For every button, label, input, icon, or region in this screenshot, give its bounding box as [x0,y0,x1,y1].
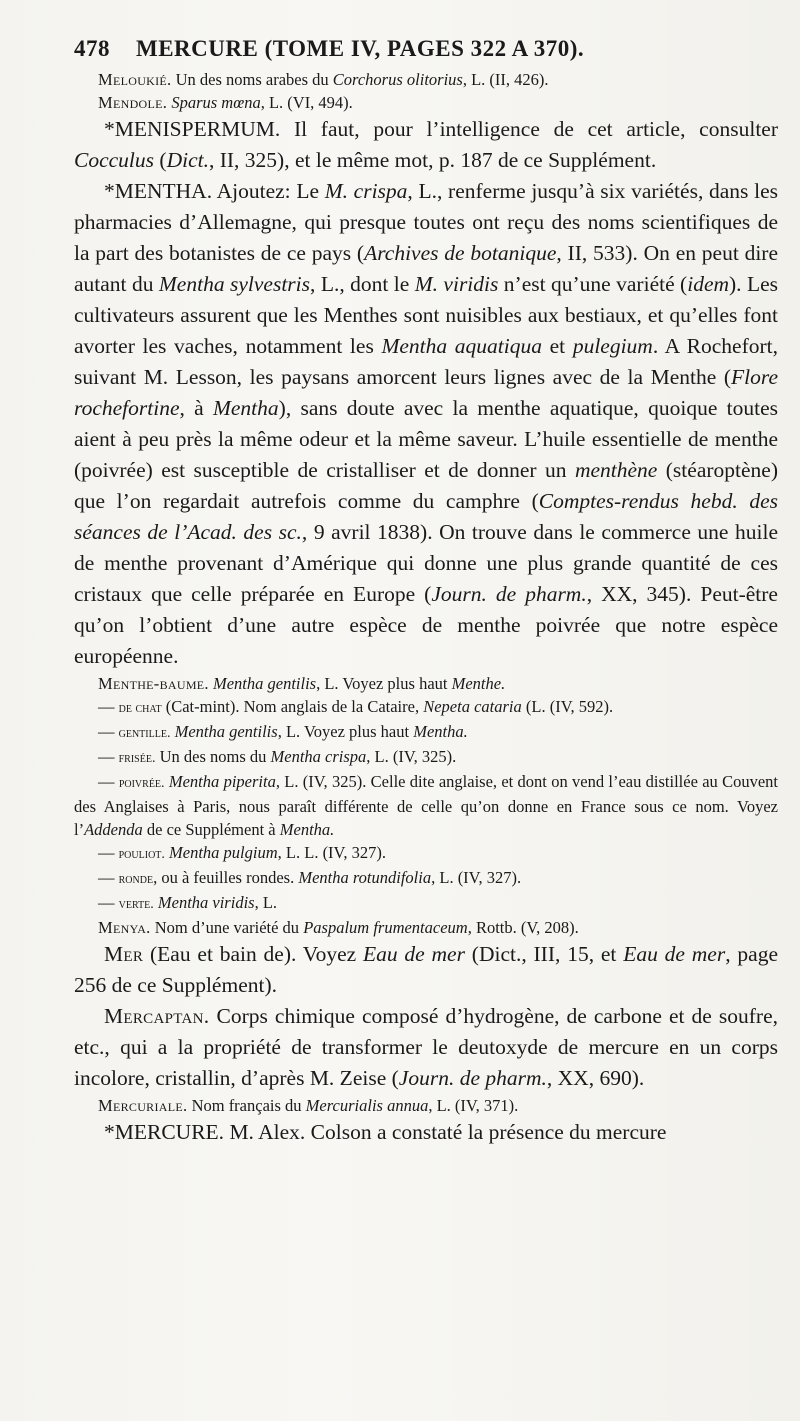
entry-text: Un des noms arabes du [171,70,333,89]
entry-text: , L., renferme jusqu’à six variétés, dans les pharmacies d’Allemagne, qui presque toutes ont reçu des noms scientifiques de la part des botanistes de ce pays ( [74,179,778,265]
italic-term: M. crispa [324,179,408,203]
entry-text: — [98,697,119,716]
italic-term: Paspalum frumentaceum [303,918,468,937]
italic-term: Sparus mœna [171,93,261,112]
entry-text: , L. (II, 426). [462,70,549,89]
entry-text: , L. (IV, 371). [428,1096,519,1115]
entry-text: Il faut, pour l’intelligence de cet article, consulter [280,117,778,141]
dictionary-entry [74,695,778,720]
entry-text: , à [179,396,213,420]
italic-term: Mentha. [279,820,335,839]
italic-term: Mentha [212,396,279,420]
dictionary-entry [74,1001,778,1094]
entry-text: (Cat-mint). Nom anglais de la Cataire, [161,697,424,716]
entry-text: de ce Supplément à [142,820,280,839]
italic-term: Dict. [166,148,209,172]
page-number: 478 [74,36,110,61]
dictionary-entry [74,720,778,745]
entry-text: M. Alex. Colson a constaté la présence du mercure [224,1120,667,1144]
entry-text: n’est qu’une variété ( [498,272,688,296]
italic-term: Eau de mer [362,942,465,966]
italic-term: idem [687,272,730,296]
entry-headword: Mercuriale. [98,1096,188,1115]
dictionary-entries [74,68,778,1148]
dictionary-entry [74,68,778,91]
entry-text: , L. Voyez plus haut [277,722,414,741]
dictionary-entry [74,91,778,114]
dictionary-entry [74,114,778,176]
italic-term: Menthe. [451,674,506,693]
dictionary-entry [74,770,778,841]
entry-text: Corps chimique composé d’hydrogène, de carbone et de soufre, etc., qui a la propriété de transformer le deutoxyde de mercure en un corps incolore, cristallin, d’après M. Zeise ( [74,1004,778,1090]
dictionary-entry [74,672,778,695]
entry-text: , L. (IV, 325). Celle dite anglaise, et dont on vend l’eau distillée au Couvent des Anglaises à Paris, nous paraît différente de celle qu’on donne en France sous ce nom. Voyez l’ [74,772,779,839]
entry-text: — [98,772,119,791]
subentry-term: de chat [118,701,162,716]
dictionary-entry [74,866,778,891]
entry-text: , L. L. (IV, 327). [277,843,386,862]
italic-term: Mentha gentilis [174,722,278,741]
entry-text: (Eau et bain de). Voyez [143,942,363,966]
dictionary-entry [74,939,778,1001]
entry-headword: Menya. [98,918,151,937]
italic-term: Mentha sylvestris [158,272,311,296]
italic-term: Mentha rotundifolia [298,868,432,887]
entry-text: , L. (IV, 325). [366,747,457,766]
entry-text: , ou à feuilles rondes. [153,868,299,887]
italic-term: Mentha. [413,722,468,741]
entry-text: (L. (IV, 592). [521,697,614,716]
entry-headword: Meloukié. [98,70,172,89]
page-content [74,36,778,1148]
entry-text: , II, 325), et le même mot, p. 187 de ce Supplément. [208,148,657,172]
subentry-term: gentille. [118,726,171,741]
subentry-term: poivrée. [118,776,165,791]
italic-term: pulegium [572,334,653,358]
italic-term: Flore rochefortine [74,365,778,420]
dictionary-entry [74,745,778,770]
entry-headword: Mendole. [98,93,168,112]
entry-text: — [98,868,119,887]
italic-term: Archives de botanique [364,241,557,265]
entry-text: , XX, 345). Peut-être qu’on l’obtient d’une autre espèce de menthe poivrée que notre espèce européenne. [74,582,778,668]
entry-text: (stéaroptène) que l’on regardait autrefois comme du camphre ( [74,458,778,513]
entry-headword: Menthe-baume. [98,674,209,693]
entry-text: ), sans doute avec la menthe aquatique, quoique toutes aient à peu près la même odeur et la même saveur. L’huile essentielle de menthe (poivrée) est susceptible de cristalliser et de donner un [74,396,778,482]
italic-term: Journ. de pharm. [431,582,587,606]
entry-text: , L., dont le [310,272,415,296]
entry-text: , L. (VI, 494). [260,93,353,112]
italic-term: menthène [574,458,658,482]
entry-text: , XX, 690). [546,1066,645,1090]
italic-term: Nepeta cataria [423,697,522,716]
running-head [74,36,778,62]
entry-text: ( [154,148,167,172]
italic-term: Mentha crispa [270,747,367,766]
dictionary-entry [74,1117,778,1148]
italic-term: Comptes-rendus hebd. des séances de l’Acad. des sc. [74,489,779,544]
entry-text: *MERCURE. [104,1120,225,1144]
entry-text: *MENTHA. [104,179,213,203]
entry-text: , II, 533). On en peut dire autant du [74,241,779,296]
entry-text: , L. (IV, 327). [431,868,522,887]
entry-text: *MENISPERMUM. [104,117,281,141]
entry-text: Ajoutez: Le [212,179,325,203]
entry-headword: Mer [104,942,144,966]
italic-term: Corchorus olitorius [332,70,463,89]
subentry-term: frisée. [118,751,156,766]
italic-term: Mentha pulgium [169,843,278,862]
dictionary-entry [74,891,778,916]
italic-term: Mentha viridis [157,893,255,912]
italic-term: Mentha aquatiqua [381,334,542,358]
entry-text: — [98,843,119,862]
subentry-term: ronde [118,872,154,887]
entry-text: , Rottb. (V, 208). [467,918,579,937]
italic-term: Cocculus [74,148,155,172]
italic-term: Mentha piperita [168,772,276,791]
entry-text: , L. [254,893,278,912]
italic-term: Mercurialis annua [305,1096,429,1115]
entry-text: (Dict., III, 15, et [464,942,624,966]
entry-text: — [98,893,119,912]
entry-text: — [98,747,119,766]
entry-text: et [542,334,573,358]
dictionary-entry [74,916,778,939]
dictionary-entry [74,1094,778,1117]
entry-headword: Mercaptan. [104,1004,210,1028]
italic-term: Addenda [84,820,143,839]
entry-text: — [98,722,119,741]
entry-text: , L. Voyez plus haut [316,674,452,693]
italic-term: Mentha gentilis [212,674,317,693]
entry-text: , 9 avril 1838). On trouve dans le commerce une huile de menthe provenant d’Amérique qui donne une plus grande quantité de ces cristaux que celle préparée en Europe ( [74,520,778,606]
subentry-term: pouliot. [118,847,165,862]
italic-term: M. viridis [414,272,499,296]
running-title: MERCURE (TOME IV, PAGES 322 A 370). [136,36,585,61]
entry-text: Nom français du [187,1096,306,1115]
entry-text: . A Rochefort, suivant M. Lesson, les paysans amorcent leurs lignes avec de la Menthe ( [74,334,779,389]
dictionary-entry [74,841,778,866]
dictionary-entry [74,176,778,672]
entry-text: ). Les cultivateurs assurent que les Menthes sont nuisibles aux bestiaux, et qu’elles font avorter les vaches, notamment les [74,272,779,358]
subentry-term: verte. [118,897,154,912]
entry-text: Un des noms du [155,747,271,766]
italic-term: Journ. de pharm. [398,1066,547,1090]
entry-text: , page 256 de ce Supplément). [74,942,778,997]
entry-text: Nom d’une variété du [150,918,304,937]
italic-term: Eau de mer [623,942,726,966]
